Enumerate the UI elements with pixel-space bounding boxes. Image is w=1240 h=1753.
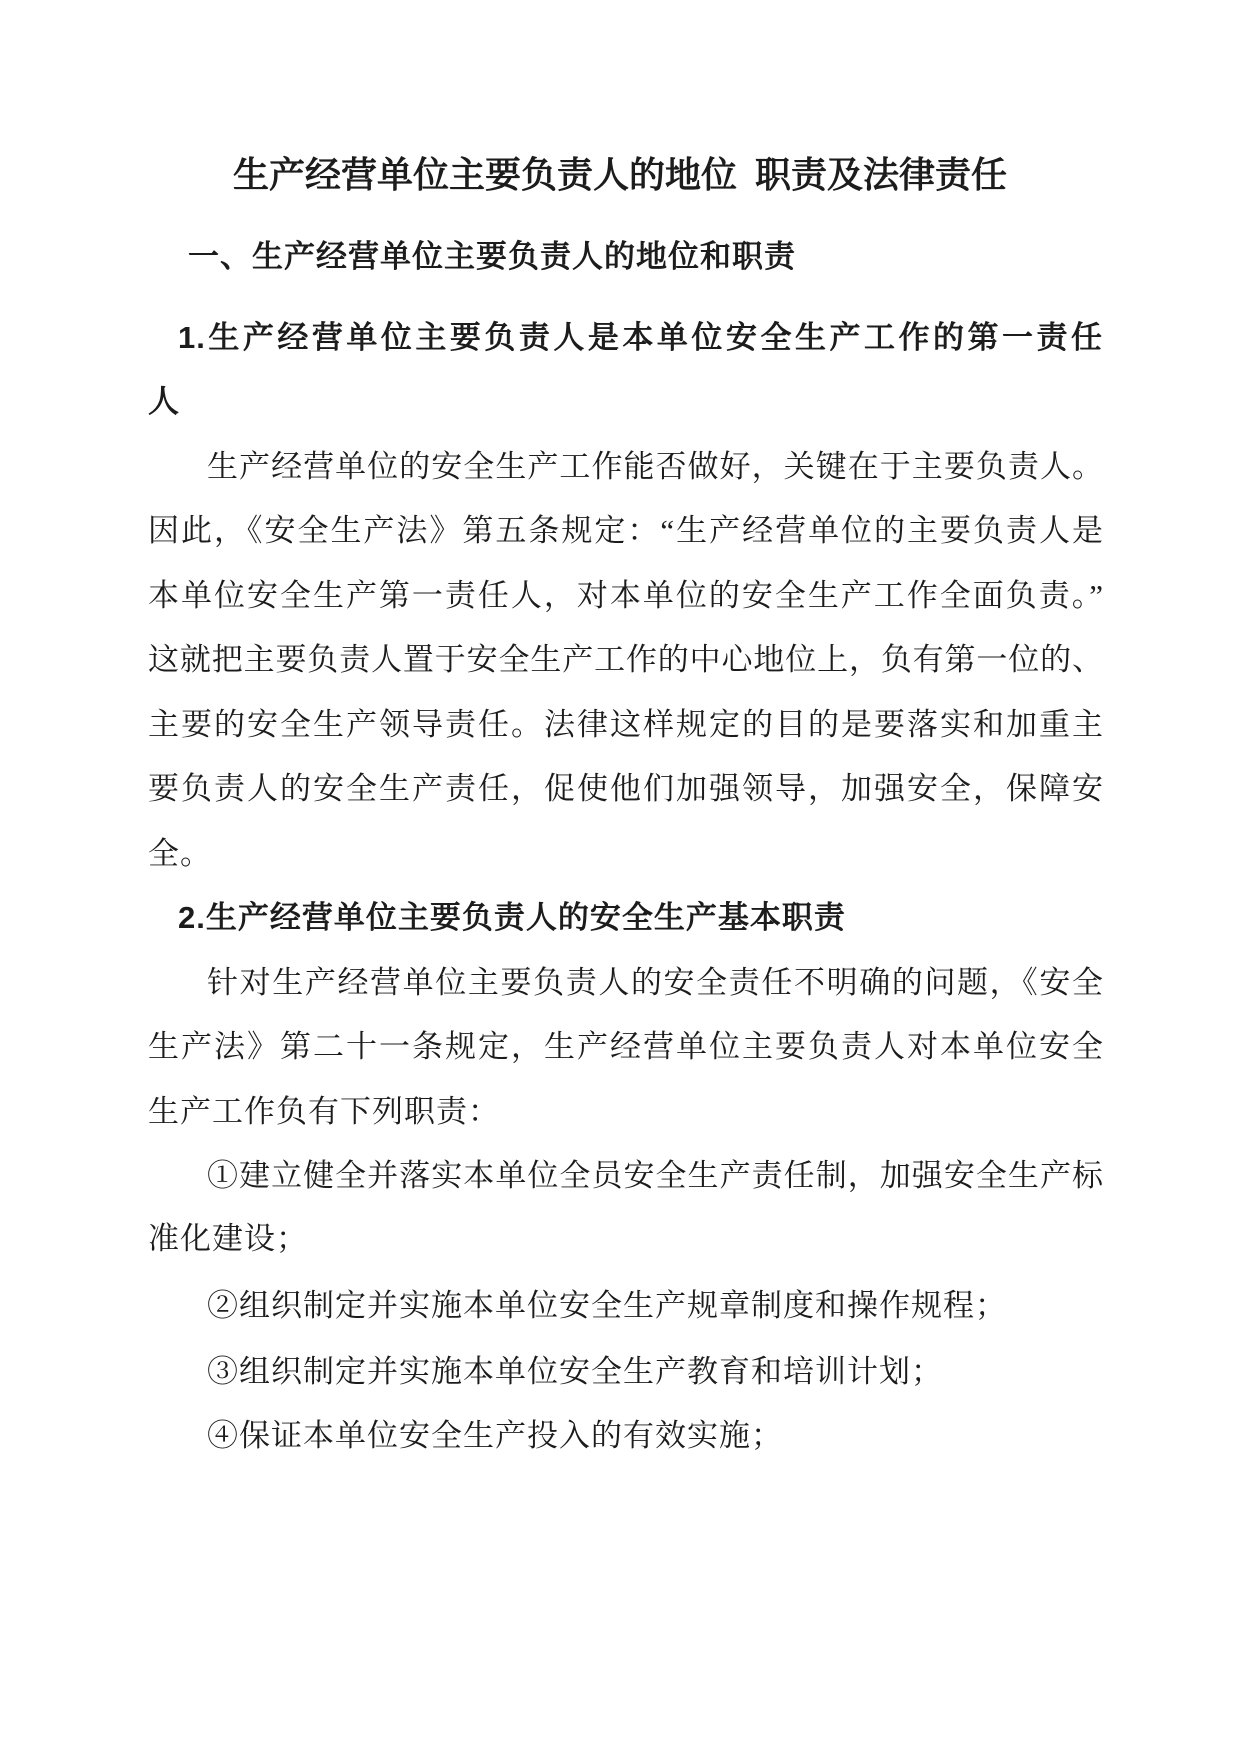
paragraph-2-line-3: 生产工作负有下列职责： [148, 1094, 500, 1129]
paragraph-1-line-3: 本单位安全生产第一责任人，对本单位的安全生产工作全面负责。” [148, 578, 1103, 613]
subheading-1-line-1: 1.生产经营单位主要负责人是本单位安全生产工作的第一责任 [178, 320, 1103, 355]
duty-item-1-line-2: 准化建设； [148, 1221, 308, 1256]
paragraph-1-line-7: 全。 [148, 836, 212, 871]
paragraph-1-line-5: 主要的安全生产领导责任。法律这样规定的目的是要落实和加重主 [148, 707, 1103, 742]
duty-item-4: ④保证本单位安全生产投入的有效实施； [207, 1418, 783, 1453]
subheading-1-line-2: 人 [148, 384, 180, 419]
paragraph-1-line-2: 因此，《安全生产法》第五条规定：“生产经营单位的主要负责人是 [148, 513, 1103, 548]
paragraph-2-line-2: 生产法》第二十一条规定，生产经营单位主要负责人对本单位安全 [148, 1029, 1103, 1064]
paragraph-1-line-4: 这就把主要负责人置于安全生产工作的中心地位上，负有第一位的、 [148, 642, 1103, 677]
duty-item-2: ②组织制定并实施本单位安全生产规章制度和操作规程； [207, 1288, 1007, 1323]
section-1-heading: 一、生产经营单位主要负责人的地位和职责 [188, 239, 796, 274]
paragraph-1-line-6: 要负责人的安全生产责任，促使他们加强领导，加强安全，保障安 [148, 771, 1103, 806]
paragraph-2-line-1: 针对生产经营单位主要负责人的安全责任不明确的问题，《安全 [207, 965, 1103, 1000]
paragraph-1-line-1: 生产经营单位的安全生产工作能否做好，关键在于主要负责人。 [207, 449, 1103, 484]
subheading-2: 2.生产经营单位主要负责人的安全生产基本职责 [178, 900, 846, 935]
duty-item-1-line-1: ①建立健全并落实本单位全员安全生产责任制，加强安全生产标 [207, 1158, 1103, 1193]
document-title: 生产经营单位主要负责人的地位 职责及法律责任 [232, 155, 1007, 195]
duty-item-3: ③组织制定并实施本单位安全生产教育和培训计划； [207, 1354, 943, 1389]
